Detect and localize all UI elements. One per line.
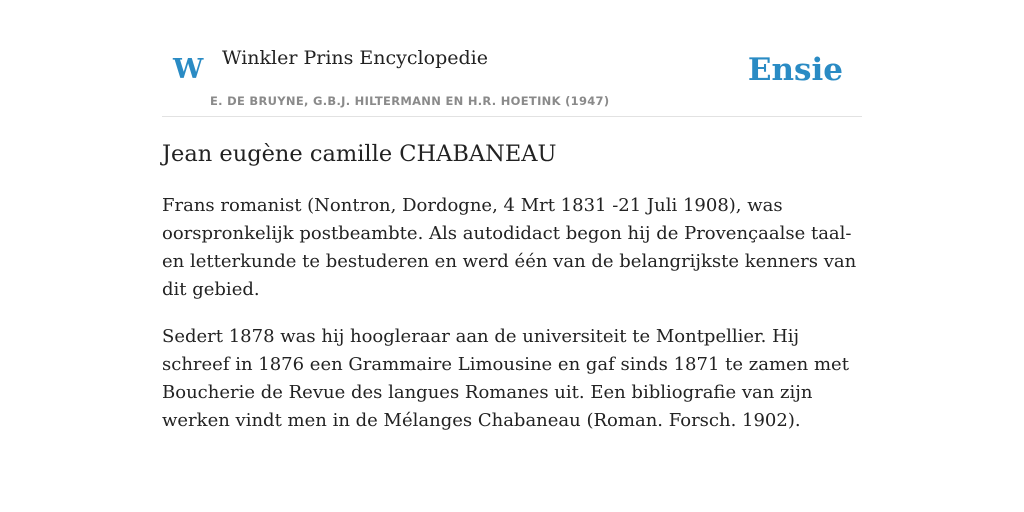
article <box>162 138 862 435</box>
source-header <box>162 0 862 117</box>
ensie-logo[interactable]: Ensie <box>747 52 843 88</box>
article-paragraph: Frans romanist (Nontron, Dordogne, 4 Mrt 1831 -21 Juli 1908), was oorspronkelijk postbeambte. Als autodidact begon hij de Provençaalse taal- en letterkunde te bestuderen en werd één van de belangrijkste kenners van dit gebied. <box>162 195 857 300</box>
article-paragraph: Sedert 1878 was hij hoogleraar aan de universiteit te Montpellier. Hij schreef in 1876 een Grammaire Limousine en gaf sinds 1871 te zamen met Boucherie de Revue des langues Romanes uit. Een bibliografie van zijn werken vindt men in de Mélanges Chabaneau (Roman. Forsch. 1902). <box>162 326 849 431</box>
article-title: Jean eugène camille CHABANEAU <box>162 141 557 167</box>
source-logo[interactable]: W <box>173 54 204 85</box>
source-authors: E. DE BRUYNE, G.B.J. HILTERMANN EN H.R. HOETINK (1947) <box>210 94 610 108</box>
source-title[interactable]: Winkler Prins Encyclopedie <box>222 47 488 69</box>
